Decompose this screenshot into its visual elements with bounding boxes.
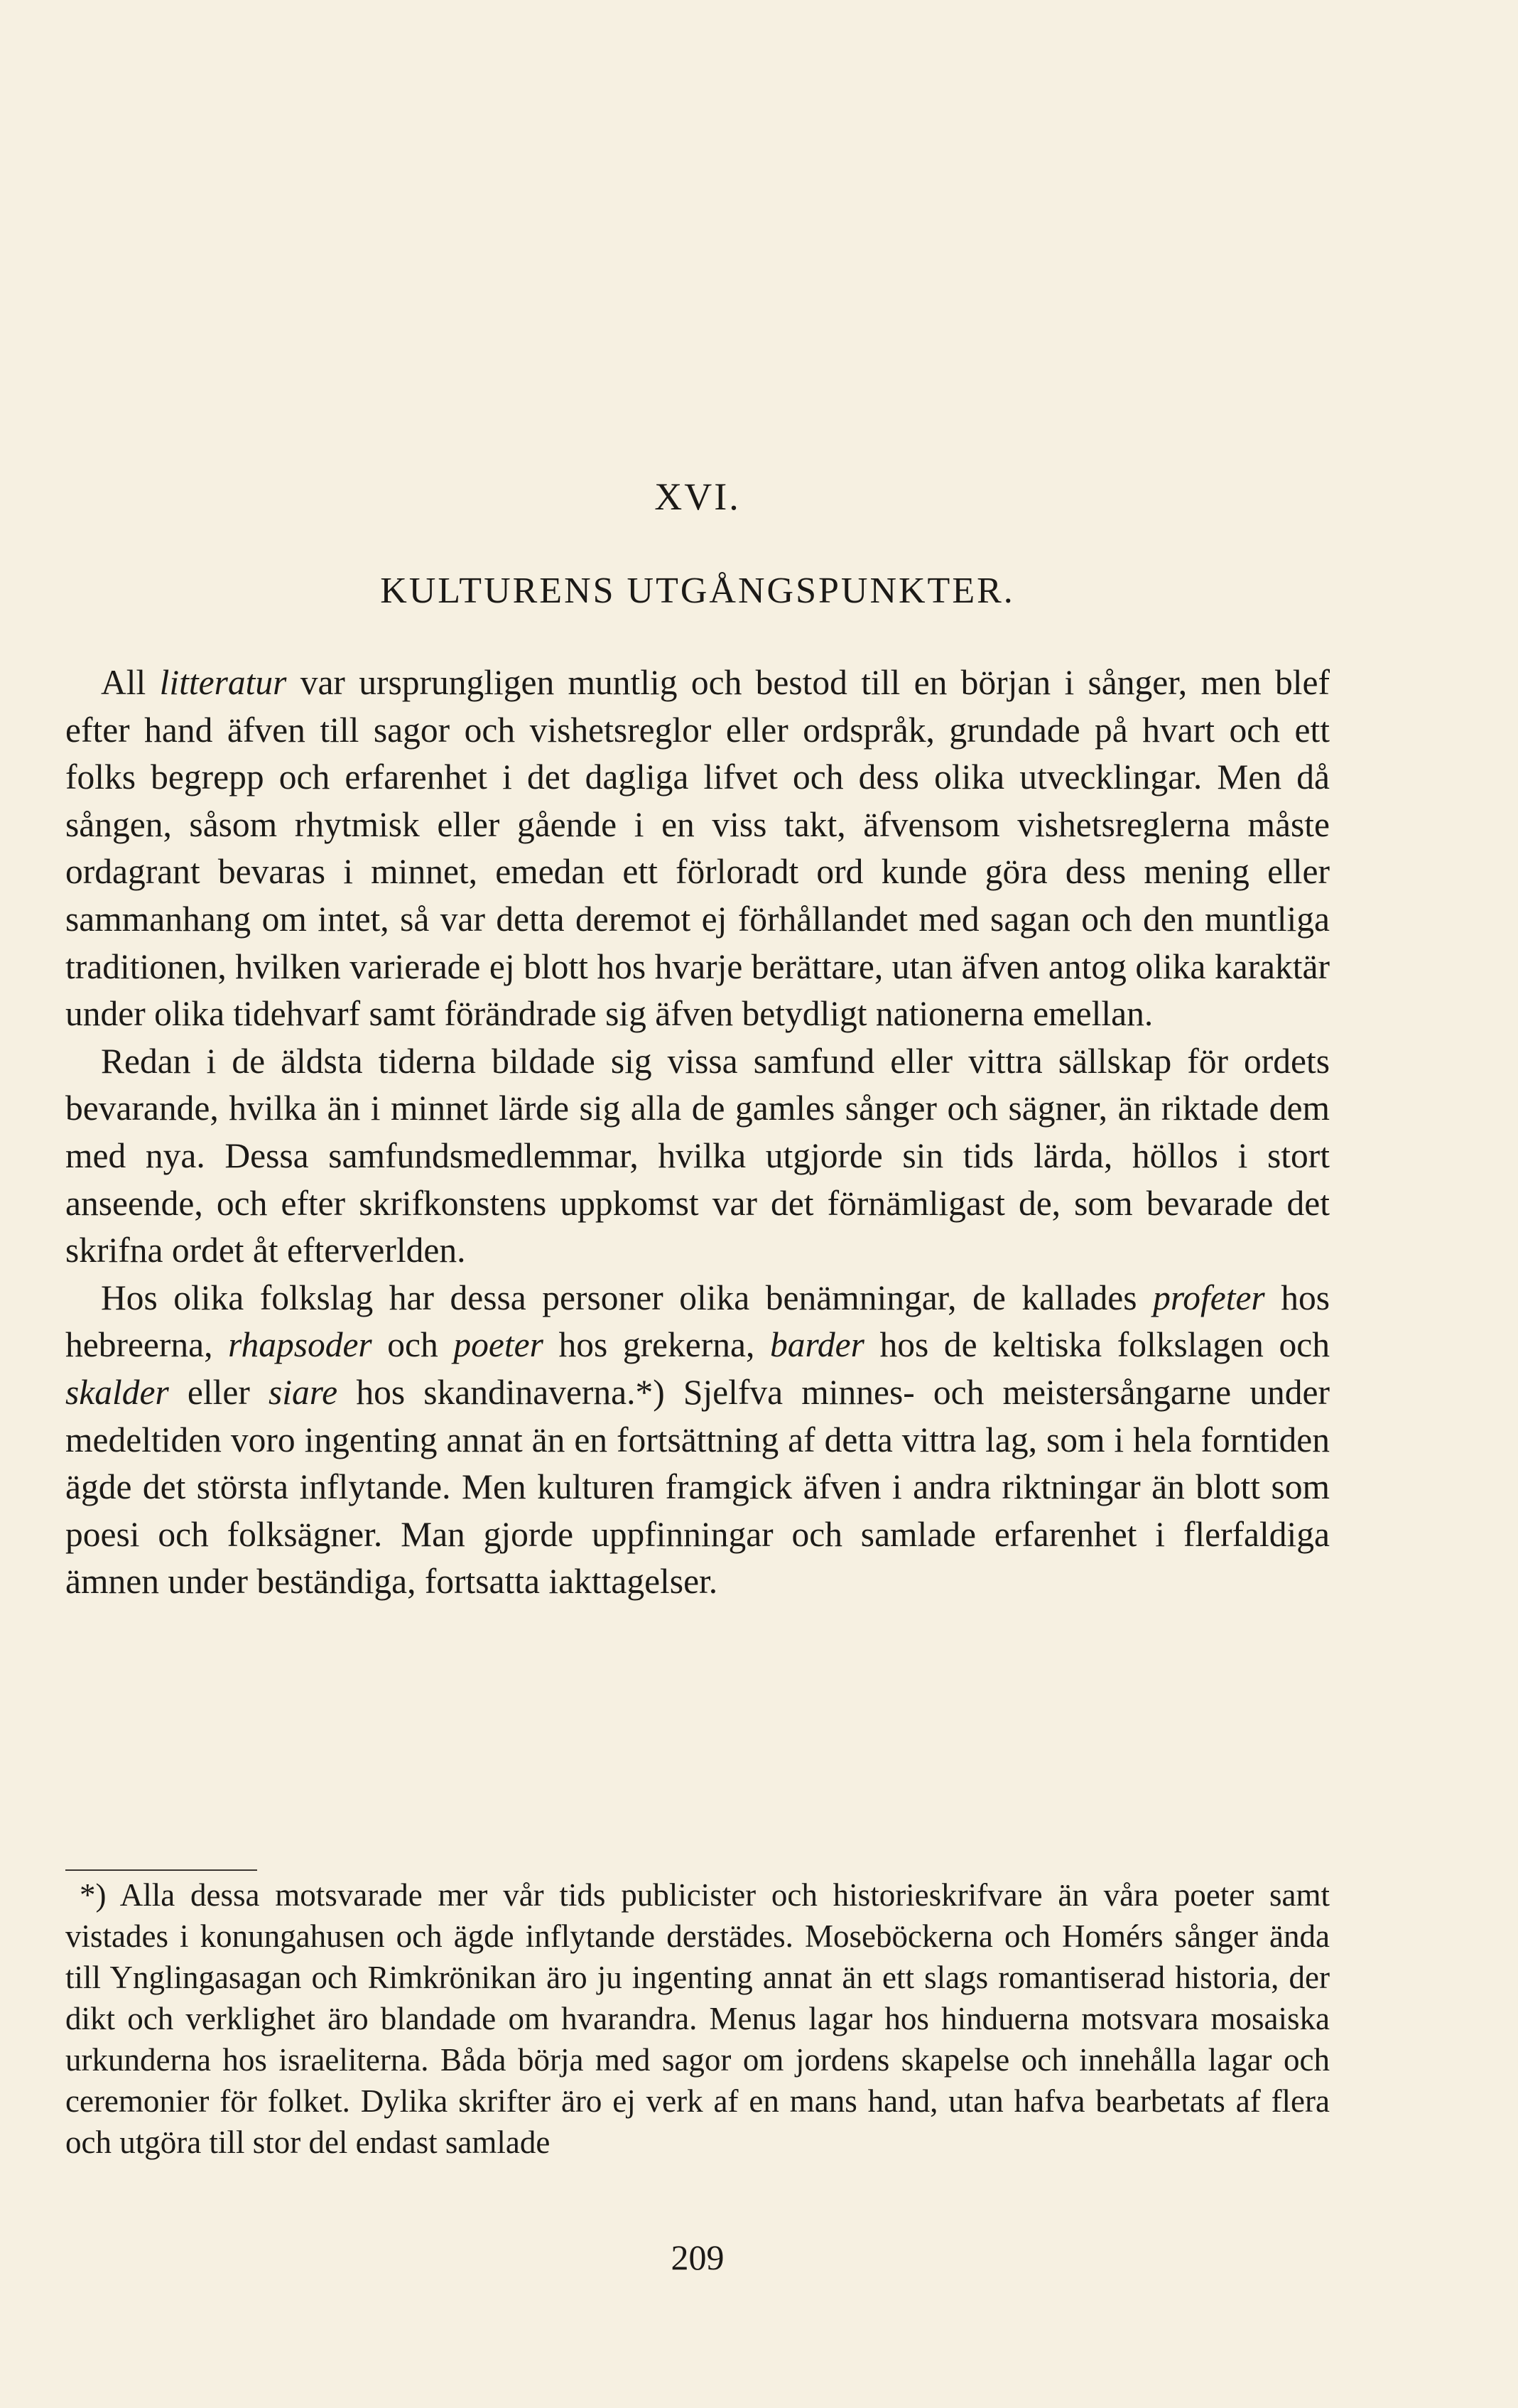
- text-run: var ursprungligen muntlig och bestod till en början i sånger, men blef efter hand äfven till sagor och vishetsreglor eller ordspråk, grundade på hvart och ett folks begrepp och erfarenhet i det dagliga lifvet och dess olika utvecklingar. Men då sången, såsom rhytmisk eller gående i en viss takt, äfvensom vishetsreglerna måste ordagrant bevaras i minnet, emedan ett förloradt ord kunde göra dess mening eller sammanhang om intet, så var detta deremot ej förhållandet med sagan och den muntliga traditionen, hvilken varierade ej blott hos hvarje berättare, utan äfven antog olika karaktär under olika tidehvarf samt förändrade sig äfven betydligt nationerna emellan.: [65, 663, 1330, 1034]
- paragraph-1: [65, 659, 1330, 1038]
- chapter-title: KULTURENS UTGÅNGSPUNKTER.: [380, 571, 1015, 611]
- text-run: Hos olika folkslag har dessa personer olika benämningar, de kallades: [101, 1278, 1154, 1317]
- italic-term: skalder: [65, 1372, 169, 1412]
- italic-term: poeter: [453, 1325, 543, 1365]
- text-run: eller: [168, 1372, 269, 1412]
- page-number: 209: [671, 2237, 725, 2277]
- paragraph-2: Redan i de äldsta tiderna bildade sig vissa samfund eller vittra sällskap för ordets bevarande, hvilka än i minnet lärde sig alla de gamles sånger och sägner, än riktade dem med nya. Dessa samfundsmedlemmar, hvilka utgjorde sin tids lärda, höllos i stort anseende, och efter skrifkonstens uppkomst var det förnämligast de, som bevarade det skrifna ordet åt efterverlden.: [65, 1041, 1330, 1270]
- italic-term: barder: [769, 1325, 864, 1365]
- paragraph-3: [65, 1275, 1330, 1606]
- italic-term: siare: [268, 1372, 338, 1412]
- text-run: hos skandinaverna.*) Sjelfva minnes- och meistersångarne under medeltiden voro ingenting annat än en fortsättning af detta vittra lag, som i hela forntiden ägde det största inflytande. Men kulturen framgick äfven i andra riktningar än blott som poesi och folksägner. Man gjorde uppfinningar och samlade erfarenhet i flerfaldiga ämnen under beständiga, fortsatta iakttagelser.: [65, 1372, 1330, 1602]
- text-run: hos grekerna,: [543, 1325, 770, 1365]
- footnote-text: *) Alla dessa motsvarade mer vår tids publicister och historieskrifvare än våra poeter samt vistades i konungahusen och ägde inflytande derstädes. Moseböckerna och Homérs sånger ända till Ynglingasagan och Rimkrönikan äro ju ingenting annat än ett slags romantiserad historia, der dikt och verklighet äro blandade om hvarandra. Menus lagar hos hinduerna motsvara mosaiska urkunderna hos israeliterna. Båda börja med sagor om jordens skapelse och innehålla lagar och ceremonier för folket. Dylika skrifter äro ej verk af en mans hand, utan hafva bearbetats af flera och utgöra till stor del endast samlade: [65, 1877, 1330, 2160]
- text-run: hos de keltiska folkslagen och: [864, 1325, 1330, 1365]
- book-page: [65, 0, 1330, 2408]
- footnote-divider: [65, 1869, 257, 1871]
- italic-term: profeter: [1153, 1278, 1265, 1317]
- body-text: [65, 659, 1330, 1606]
- text-run: och: [372, 1325, 454, 1365]
- italic-term: litteratur: [159, 663, 287, 702]
- footnote: [65, 1874, 1330, 2163]
- text-run: All: [101, 663, 160, 702]
- text-run: hos hebreerna,: [65, 1278, 1330, 1365]
- chapter-number: XVI.: [654, 475, 741, 518]
- italic-term: rhapsoder: [228, 1325, 372, 1365]
